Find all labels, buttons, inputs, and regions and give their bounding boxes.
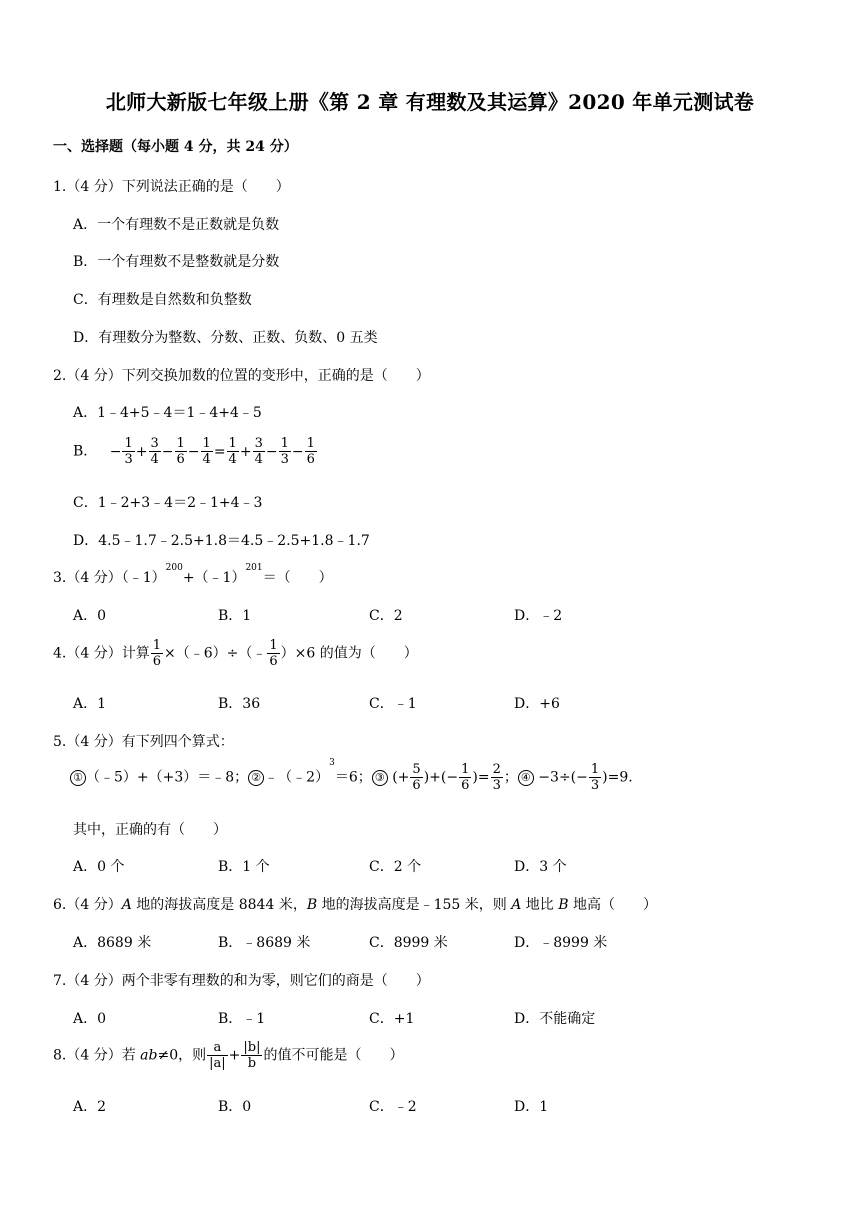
fraction: $\frac{1}{3}$ — [124, 436, 133, 467]
question-1-option-d: D．有理数分为整数、分数、正数、负数、0 五类 — [73, 330, 378, 346]
circled-number: ① — [70, 770, 86, 786]
question-4-stem: 4.（4 分）计算 $\frac{1}{6}$ ×（﹣6）÷（﹣ $\frac{1}{6}$ ）×6 的值为（ ） — [53, 638, 418, 669]
question-5-prompt: 其中，正确的有（ ） — [73, 822, 227, 838]
question-6-option-b: B．﹣8689 米 — [218, 935, 311, 951]
question-2-option-c: C．1﹣2+3﹣4＝2﹣1+4﹣3 — [73, 495, 263, 511]
question-5-expressions: ① （﹣5）+（+3）＝﹣8； ② ﹣（﹣2）$^3$＝6； ③ (+ $\frac{5}{6}$ )+(− $\frac{1}{6}$ )= $\frac{2}{3}$ ； ④ −3÷(− $\frac{1}{3}$ )=9. — [70, 762, 633, 793]
fraction: $\frac{3}{4}$ — [254, 436, 263, 467]
fraction: $\frac{3}{4}$ — [150, 436, 159, 467]
fraction: $\frac{1}{6}$ — [306, 436, 315, 467]
fraction-expression: − $\frac{1}{3}$ + $\frac{3}{4}$ − $\frac{1}{6}$ − $\frac{1}{4}$ = $\frac{1}{4}$ + $\frac{3}{4}$ − $\frac{1}{3}$ − $\frac{1}{6}$ — [109, 436, 315, 467]
fraction: $\frac{1}{6}$ — [152, 638, 161, 669]
section-heading: 一、选择题（每小题 4 分，共 24 分） — [53, 139, 298, 155]
circled-number: ③ — [372, 770, 388, 786]
question-7-stem: 7.（4 分）两个非零有理数的和为零，则它们的商是（ ） — [53, 973, 430, 989]
question-6-option-a: A．8689 米 — [73, 935, 152, 951]
fraction: $\frac{a}{|a|}$ — [209, 1040, 226, 1071]
exponent: 201 — [245, 563, 263, 573]
exponent: 200 — [165, 563, 183, 573]
question-1-stem: 1.（4 分）下列说法正确的是（ ） — [53, 179, 290, 195]
option-letter: B． — [73, 443, 98, 460]
question-1-option-b: B．一个有理数不是整数就是分数 — [73, 254, 280, 270]
question-7-option-a: A．0 — [73, 1011, 107, 1027]
fraction: $\frac{1}{6}$ — [269, 638, 278, 669]
question-4-option-b: B．36 — [218, 696, 261, 712]
question-3-option-a: A．0 — [73, 608, 107, 624]
fraction: $\frac{1}{6}$ — [176, 436, 185, 467]
exponent: 3 — [329, 758, 335, 768]
fraction: $\frac{1}{6}$ — [461, 762, 470, 793]
question-5-option-c: C．2 个 — [369, 859, 422, 875]
fraction: $\frac{2}{3}$ — [492, 762, 501, 793]
question-5-stem: 5.（4 分）有下列四个算式： — [53, 734, 234, 750]
circled-number: ④ — [518, 770, 534, 786]
question-7-option-c: C．+1 — [369, 1011, 415, 1027]
question-6-option-c: C．8999 米 — [369, 935, 448, 951]
question-2-option-a: A．1﹣4+5﹣4＝1﹣4+4﹣5 — [73, 405, 262, 421]
question-3-option-c: C．2 — [369, 608, 403, 624]
question-8-option-a: A．2 — [73, 1099, 107, 1115]
question-3-option-b: B．1 — [218, 608, 252, 624]
question-2-option-d: D．4.5﹣1.7﹣2.5+1.8＝4.5﹣2.5+1.8﹣1.7 — [73, 533, 370, 549]
question-4-option-d: D．+6 — [514, 696, 560, 712]
question-8-option-d: D．1 — [514, 1099, 549, 1115]
question-5-option-d: D．3 个 — [514, 859, 567, 875]
fraction: $\frac{|b|}{b}$ — [243, 1040, 261, 1071]
question-3-stem: 3.（4 分）（﹣1）$^{200}$+（﹣1）$^{201}$＝（ ） — [53, 563, 333, 586]
question-6-option-d: D．﹣8999 米 — [514, 935, 608, 951]
fraction: $\frac{1}{3}$ — [280, 436, 289, 467]
fraction: $\frac{5}{6}$ — [412, 762, 421, 793]
question-8-option-c: C．﹣2 — [369, 1099, 417, 1115]
question-2-stem: 2.（4 分）下列交换加数的位置的变形中，正确的是（ ） — [53, 368, 430, 384]
fraction: $\frac{1}{4}$ — [202, 436, 211, 467]
question-5-option-a: A．0 个 — [73, 859, 125, 875]
question-4-option-a: A．1 — [73, 696, 107, 712]
question-2-option-b — [73, 436, 318, 467]
question-5-option-b: B．1 个 — [218, 859, 270, 875]
question-3-option-d: D．﹣2 — [514, 608, 563, 624]
question-1-option-c: C．有理数是自然数和负整数 — [73, 292, 252, 308]
question-8-stem: 8.（4 分）若 ab≠0，则 $\frac{a}{|a|}$ + $\frac{|b|}{b}$ 的值不可能是（ ） — [53, 1040, 404, 1071]
page-title: 北师大新版七年级上册《第 2 章 有理数及其运算》2020 年单元测试卷 — [105, 90, 755, 114]
question-7-option-b: B．﹣1 — [218, 1011, 266, 1027]
question-8-option-b: B．0 — [218, 1099, 252, 1115]
fraction: $\frac{1}{4}$ — [228, 436, 237, 467]
question-6-stem: 6.（4 分）A 地的海拔高度是 8844 米，B 地的海拔高度是﹣155 米，则 A 地比 B 地高（ ） — [53, 897, 657, 913]
question-4-option-c: C．﹣1 — [369, 696, 417, 712]
question-7-option-d: D．不能确定 — [514, 1011, 596, 1027]
question-1-option-a: A．一个有理数不是正数就是负数 — [73, 217, 280, 233]
circled-number: ② — [248, 770, 264, 786]
fraction: $\frac{1}{3}$ — [590, 762, 600, 793]
